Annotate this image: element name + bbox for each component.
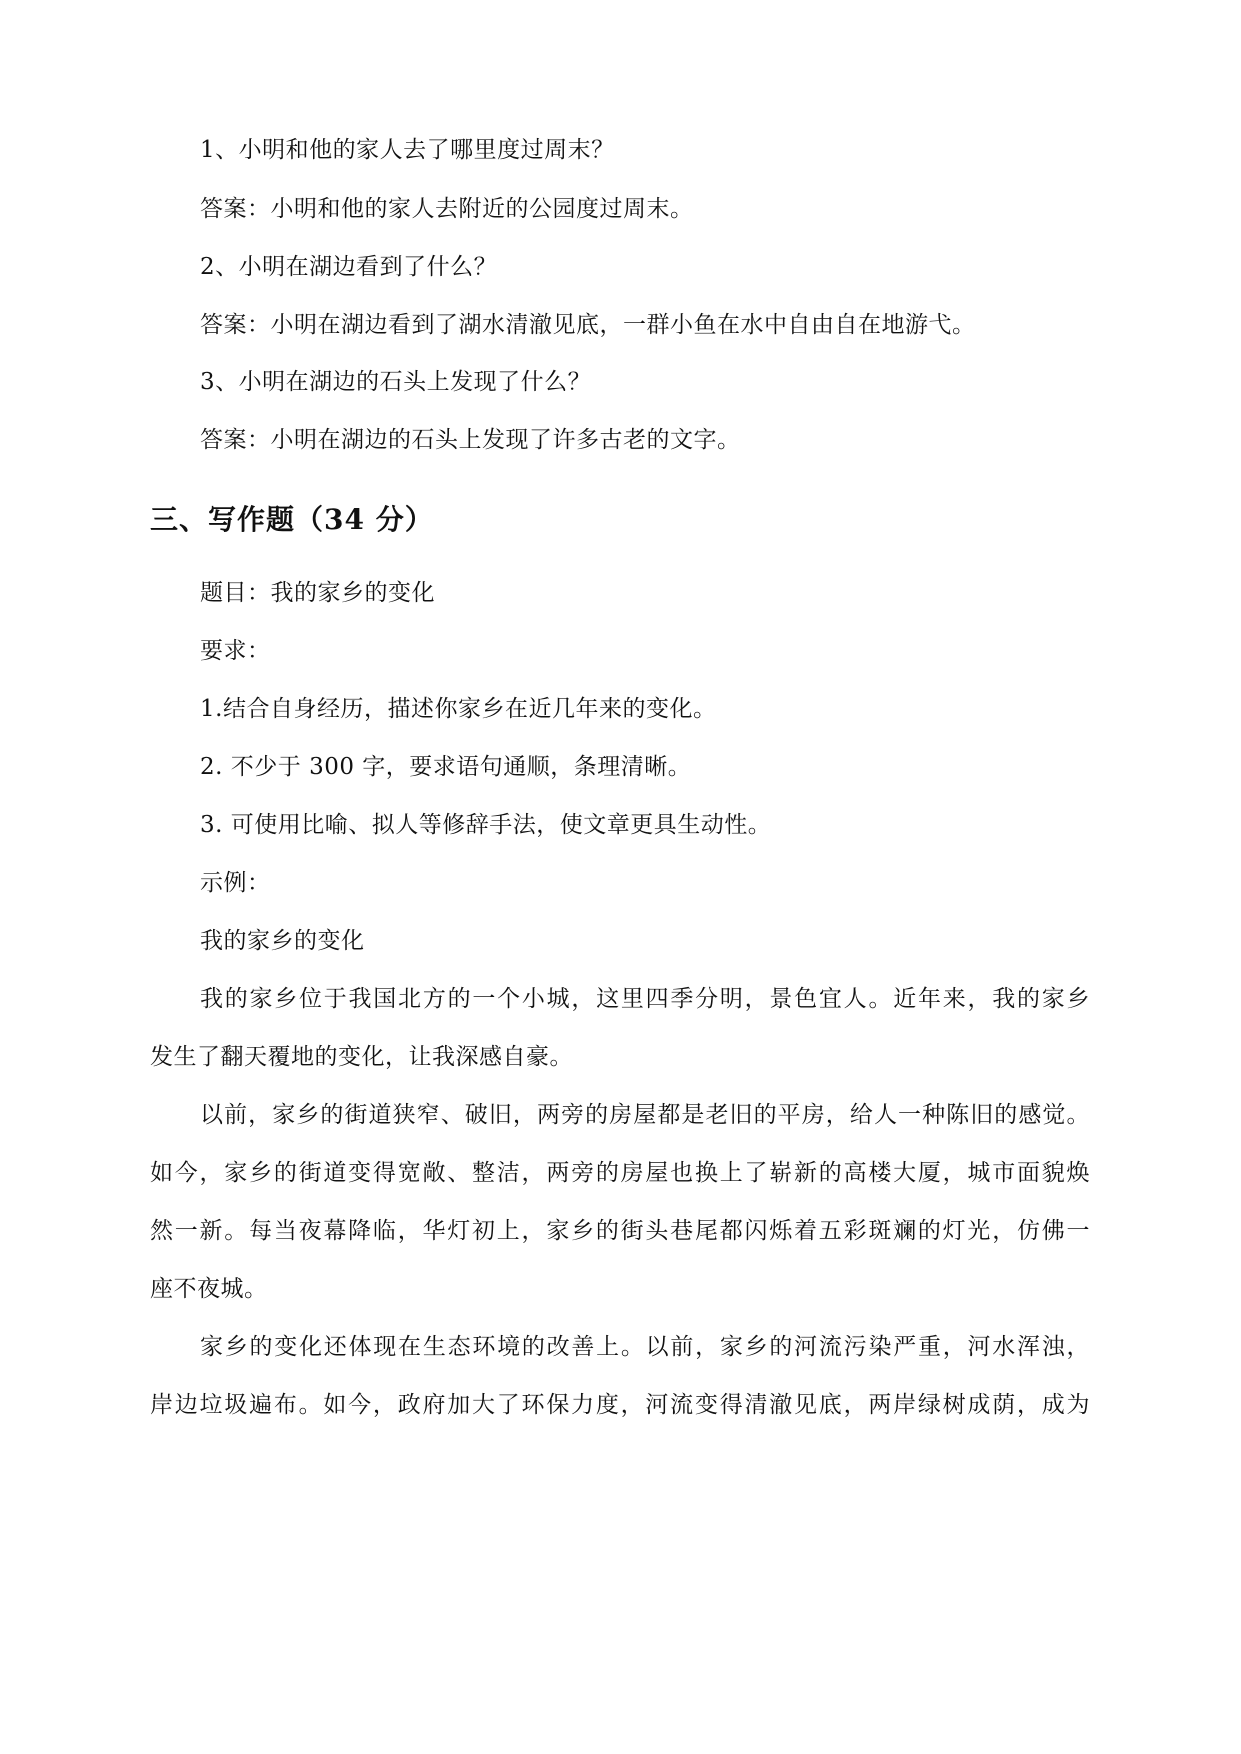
question-3: 3、小明在湖边的石头上发现了什么？ bbox=[200, 369, 592, 395]
requirement-1: 1.结合自身经历，描述你家乡在近几年来的变化。 bbox=[200, 696, 717, 722]
essay-paragraph-3-line-1: 家乡的变化还体现在生态环境的改善上。以前，家乡的河流污染严重，河水浑浊， bbox=[200, 1334, 1090, 1360]
essay-paragraph-2-line-3: 然一新。每当夜幕降临，华灯初上，家乡的街头巷尾都闪烁着五彩斑斓的灯光，仿佛一 bbox=[150, 1218, 1090, 1244]
writing-topic: 题目：我的家乡的变化 bbox=[200, 580, 435, 606]
answer-2: 答案：小明在湖边看到了湖水清澈见底，一群小鱼在水中自由自在地游弋。 bbox=[200, 312, 976, 338]
answer-1: 答案：小明和他的家人去附近的公园度过周末。 bbox=[200, 196, 694, 222]
essay-paragraph-2-line-4: 座不夜城。 bbox=[150, 1276, 268, 1302]
section-heading-writing: 三、写作题（34 分） bbox=[150, 503, 434, 536]
essay-paragraph-3-line-2: 岸边垃圾遍布。如今，政府加大了环保力度，河流变得清澈见底，两岸绿树成荫，成为 bbox=[150, 1392, 1090, 1418]
requirements-label: 要求： bbox=[200, 638, 271, 664]
requirement-3: 3. 可使用比喻、拟人等修辞手法，使文章更具生动性。 bbox=[200, 812, 772, 838]
essay-paragraph-2-line-1: 以前，家乡的街道狭窄、破旧，两旁的房屋都是老旧的平房，给人一种陈旧的感觉。 bbox=[200, 1102, 1090, 1128]
essay-paragraph-2-line-2: 如今，家乡的街道变得宽敞、整洁，两旁的房屋也换上了崭新的高楼大厦，城市面貌焕 bbox=[150, 1160, 1090, 1186]
question-2: 2、小明在湖边看到了什么？ bbox=[200, 254, 498, 280]
question-1: 1、小明和他的家人去了哪里度过周末？ bbox=[200, 137, 615, 163]
requirement-2: 2. 不少于 300 字，要求语句通顺，条理清晰。 bbox=[200, 754, 692, 780]
answer-3: 答案：小明在湖边的石头上发现了许多古老的文字。 bbox=[200, 427, 741, 453]
essay-paragraph-1-line-2: 发生了翻天覆地的变化，让我深感自豪。 bbox=[150, 1044, 573, 1070]
essay-title: 我的家乡的变化 bbox=[200, 928, 365, 954]
example-label: 示例： bbox=[200, 870, 271, 896]
essay-paragraph-1-line-1: 我的家乡位于我国北方的一个小城，这里四季分明，景色宜人。近年来，我的家乡 bbox=[200, 986, 1090, 1012]
